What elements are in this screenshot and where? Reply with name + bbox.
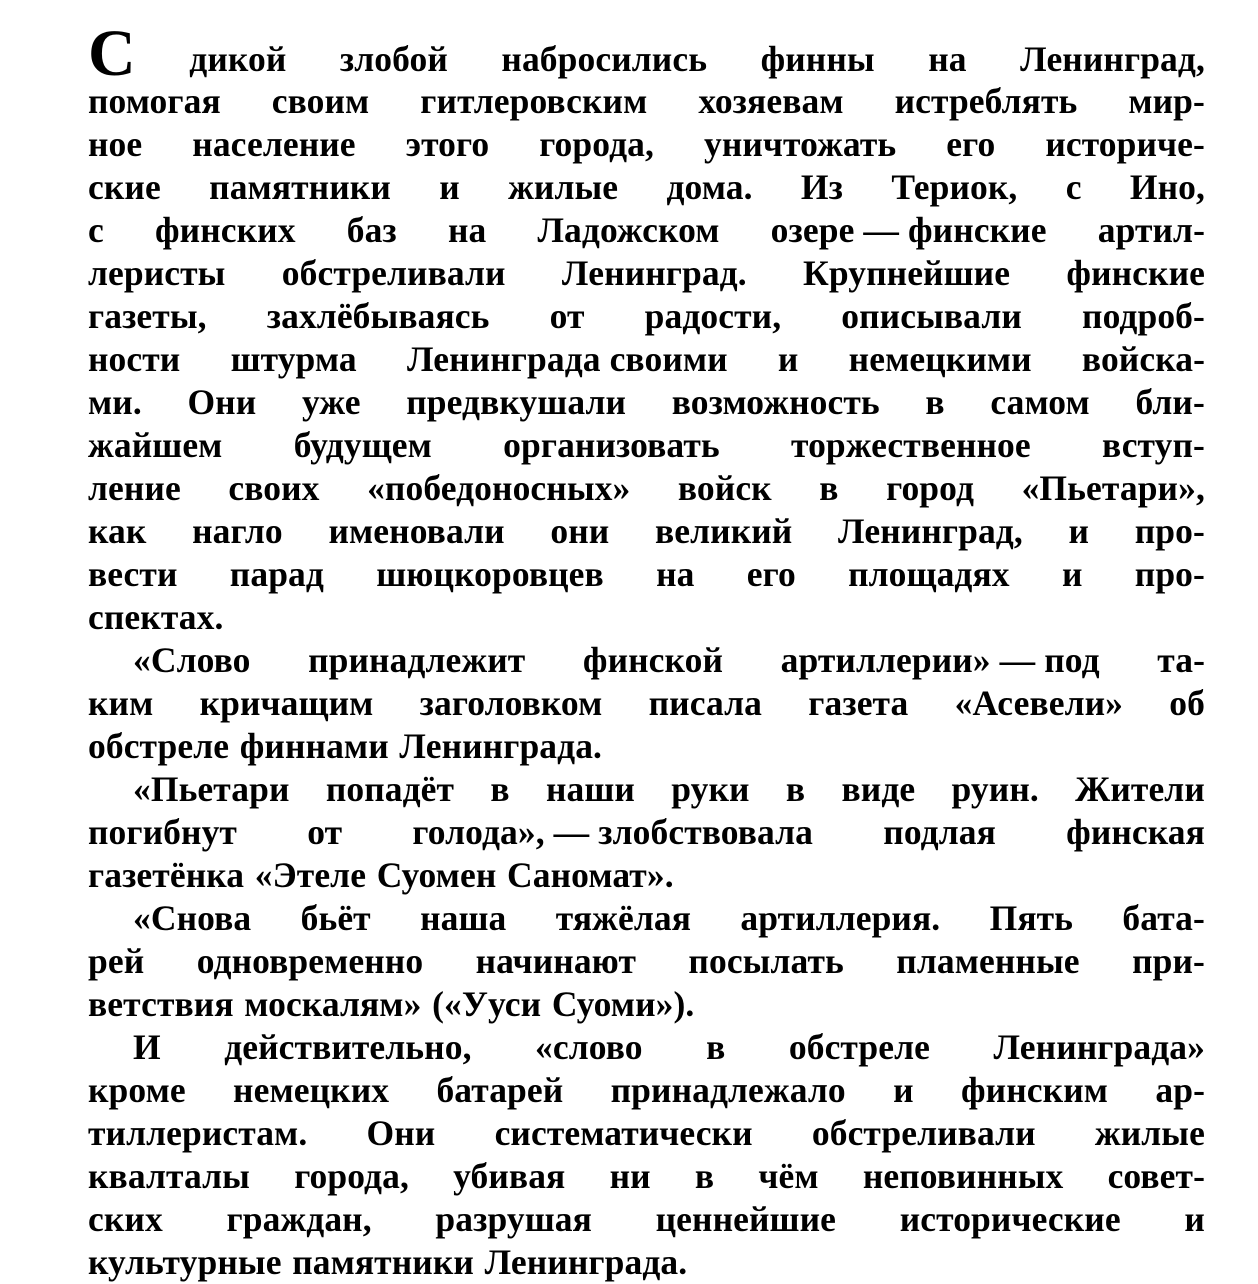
word: батарей — [436, 1070, 564, 1110]
word: ми. — [88, 382, 142, 422]
word: ветствия — [88, 984, 234, 1024]
word: жилые — [1094, 1113, 1205, 1153]
word: граждан, — [226, 1199, 372, 1239]
text-line — [88, 768, 1205, 811]
word: памятники — [292, 1242, 474, 1282]
word: баз — [346, 210, 397, 250]
word: виде — [841, 769, 916, 809]
word: нагло — [192, 511, 283, 551]
word: предвкушали — [406, 382, 627, 422]
word: обстреле — [88, 726, 230, 766]
word: наши — [545, 769, 635, 809]
word: тяжёлая — [555, 898, 692, 938]
paragraph — [88, 639, 1205, 768]
word: заголовком — [419, 683, 603, 723]
word: и — [777, 339, 799, 379]
text-line — [88, 1198, 1205, 1241]
word: газета — [808, 683, 909, 723]
text-line — [88, 510, 1205, 553]
word: наша — [420, 898, 507, 938]
word: совет- — [1107, 1156, 1205, 1196]
text-column — [88, 18, 1205, 1284]
word: бли- — [1135, 382, 1205, 422]
paragraph — [88, 768, 1205, 897]
word: своим — [271, 81, 370, 121]
word: убивая — [453, 1156, 566, 1196]
word: попадёт — [325, 769, 455, 809]
word: ар- — [1155, 1070, 1205, 1110]
word: хозяевам — [698, 81, 844, 121]
word: руин. — [951, 769, 1039, 809]
word: Суомен — [376, 855, 497, 895]
word: на — [928, 39, 967, 79]
word: («Ууси — [432, 984, 542, 1024]
word: принадлежит — [308, 640, 526, 680]
word: Ленинграда. — [399, 726, 603, 766]
text-line — [88, 1069, 1205, 1112]
word: в — [706, 1027, 726, 1067]
text-line — [88, 983, 1205, 1026]
word: его — [746, 554, 796, 594]
word: об — [1169, 683, 1205, 723]
word: помогая — [88, 81, 221, 121]
word: кроме — [88, 1070, 186, 1110]
word: дикой — [189, 39, 287, 79]
word: подлая — [883, 812, 996, 852]
word: москалям» — [244, 984, 422, 1024]
word: его — [946, 124, 996, 164]
word: вступ- — [1102, 425, 1205, 465]
drop-cap: С — [88, 18, 136, 80]
word: артил- — [1097, 210, 1205, 250]
word: озере — финские — [770, 210, 1047, 250]
word: истреблять — [894, 81, 1078, 121]
word: они — [550, 511, 610, 551]
word: штурма — [230, 339, 357, 379]
word: радости, — [644, 296, 782, 336]
word: ценнейшие — [655, 1199, 837, 1239]
word: города, — [294, 1156, 409, 1196]
word: неповинных — [862, 1156, 1064, 1196]
paragraph — [88, 18, 1205, 639]
word: финнами — [239, 726, 389, 766]
word: в — [785, 769, 806, 809]
text-line — [88, 897, 1205, 940]
word: писала — [648, 683, 763, 723]
word: как — [88, 511, 147, 551]
word: действительно, — [224, 1027, 472, 1067]
word: возможность — [671, 382, 880, 422]
paragraph — [88, 897, 1205, 1026]
word: подроб- — [1082, 296, 1205, 336]
word: кричащим — [199, 683, 374, 723]
word: город — [886, 468, 975, 508]
word: про- — [1134, 511, 1205, 551]
word: начинают — [475, 941, 636, 981]
text-line — [88, 725, 1205, 768]
word: набросились — [501, 39, 708, 79]
word: артиллерии» — под — [780, 640, 1100, 680]
word: ские — [88, 167, 161, 207]
word: жилые — [508, 167, 619, 207]
word: Ладожском — [537, 210, 720, 250]
word: Териок, — [891, 167, 1018, 207]
word: финских — [155, 210, 296, 250]
word: в — [819, 468, 839, 508]
text-line — [88, 682, 1205, 725]
word: и — [439, 167, 460, 207]
word: памятники — [209, 167, 391, 207]
text-line — [88, 1155, 1205, 1198]
word: Из — [800, 167, 843, 207]
word: Пять — [989, 898, 1074, 938]
word: захлёбываясь — [266, 296, 490, 336]
word: Ленинград, — [1020, 39, 1205, 79]
word: бата- — [1122, 898, 1205, 938]
word: уничтожать — [703, 124, 897, 164]
word: на — [656, 554, 695, 594]
word: самом — [990, 382, 1090, 422]
word: «Этеле — [254, 855, 367, 895]
word: «Слово — [133, 640, 251, 680]
word: руки — [671, 769, 750, 809]
word: Саномат». — [507, 855, 674, 895]
word: мир- — [1128, 81, 1205, 121]
word: жайшем — [88, 425, 223, 465]
word: квалталы — [88, 1156, 250, 1196]
word: спектах. — [88, 597, 224, 637]
word: описывали — [841, 296, 1022, 336]
word: обстреле — [788, 1027, 930, 1067]
word: при- — [1132, 941, 1205, 981]
word: систематически — [494, 1113, 753, 1153]
word: погибнут — [88, 812, 237, 852]
word: в — [925, 382, 945, 422]
word: исторические — [899, 1199, 1121, 1239]
word: от — [307, 812, 343, 852]
word: с — [88, 210, 104, 250]
text-line — [88, 338, 1205, 381]
word: разрушая — [435, 1199, 592, 1239]
word: финской — [582, 640, 724, 680]
word: «Снова — [133, 898, 252, 938]
word: города, — [539, 124, 654, 164]
word: финны — [760, 39, 875, 79]
word: Они — [366, 1113, 436, 1153]
text-line — [88, 467, 1205, 510]
word: уже — [301, 382, 361, 422]
word: «Пьетари — [133, 769, 290, 809]
text-line — [88, 381, 1205, 424]
word: Ленинграда» — [993, 1027, 1205, 1067]
word: чём — [758, 1156, 819, 1196]
word: про- — [1134, 554, 1205, 594]
word: Крупнейшие — [803, 253, 1011, 293]
word: гитлеровским — [420, 81, 648, 121]
word: в — [490, 769, 510, 809]
word: именовали — [328, 511, 505, 551]
text-line — [88, 1241, 1205, 1284]
text-line — [88, 80, 1205, 123]
word: от — [549, 296, 585, 336]
word: «Асевели» — [954, 683, 1124, 723]
word: будущем — [293, 425, 432, 465]
text-line — [88, 209, 1205, 252]
text-line — [88, 639, 1205, 682]
word: та- — [1157, 640, 1205, 680]
word: «победоносных» — [367, 468, 631, 508]
word: артиллерия. — [740, 898, 941, 938]
word: принадлежало — [610, 1070, 846, 1110]
word: обстреливали — [811, 1113, 1036, 1153]
word: войска- — [1081, 339, 1205, 379]
word: Ленинград, — [838, 511, 1023, 551]
word: дома. — [666, 167, 753, 207]
text-line — [88, 18, 1205, 80]
word: войск — [677, 468, 772, 508]
word: и — [1068, 511, 1090, 551]
word: обстреливали — [281, 253, 506, 293]
text-line — [88, 1026, 1205, 1069]
word: «слово — [535, 1027, 643, 1067]
word: злобой — [339, 39, 448, 79]
word: одновременно — [196, 941, 424, 981]
word: бьёт — [300, 898, 371, 938]
word: ное — [88, 124, 143, 164]
word: ни — [609, 1156, 651, 1196]
text-line — [88, 166, 1205, 209]
word: и — [1184, 1199, 1205, 1239]
word: Ленинград. — [561, 253, 747, 293]
word: историче- — [1045, 124, 1205, 164]
word: Ино, — [1129, 167, 1205, 207]
word: Они — [187, 382, 257, 422]
word: леристы — [88, 253, 226, 293]
word: Суоми»). — [551, 984, 695, 1024]
word: в — [694, 1156, 715, 1196]
word: культурные — [88, 1242, 282, 1282]
word: ление — [88, 468, 181, 508]
text-line — [88, 553, 1205, 596]
word: «Пьетари», — [1021, 468, 1205, 508]
word: торжественное — [791, 425, 1031, 465]
paragraph — [88, 1026, 1205, 1284]
word: великий — [655, 511, 793, 551]
word: ности — [88, 339, 181, 379]
text-line — [88, 252, 1205, 295]
word: с — [1065, 167, 1082, 207]
word: шюцкоровцев — [376, 554, 604, 594]
word: население — [192, 124, 356, 164]
word: ким — [88, 683, 154, 723]
word: парад — [229, 554, 324, 594]
word: организовать — [503, 425, 720, 465]
word: посылать — [688, 941, 844, 981]
word: немецких — [233, 1070, 390, 1110]
word: голода», — злобствовала — [412, 812, 814, 852]
text-line — [88, 854, 1205, 897]
word: газетёнка — [88, 855, 245, 895]
word: этого — [405, 124, 490, 164]
word: Ленинграда своими — [406, 339, 728, 379]
text-line — [88, 596, 1205, 639]
word: финские — [1066, 253, 1205, 293]
word: Жители — [1075, 769, 1205, 809]
word: пламенные — [896, 941, 1080, 981]
word: рей — [88, 941, 145, 981]
word: площадях — [848, 554, 1010, 594]
text-line — [88, 811, 1205, 854]
word: Ленинграда. — [484, 1242, 688, 1282]
word: своих — [228, 468, 320, 508]
text-line — [88, 1112, 1205, 1155]
word: ских — [88, 1199, 163, 1239]
word: газеты, — [88, 296, 207, 336]
word: тиллеристам. — [88, 1113, 308, 1153]
text-line — [88, 295, 1205, 338]
word: и — [1061, 554, 1083, 594]
word: финским — [961, 1070, 1109, 1110]
word: на — [447, 210, 487, 250]
word: немецкими — [848, 339, 1032, 379]
word: вести — [88, 554, 178, 594]
text-line — [88, 123, 1205, 166]
word: И — [133, 1027, 161, 1067]
text-line — [88, 424, 1205, 467]
text-line — [88, 940, 1205, 983]
word: финская — [1066, 812, 1205, 852]
word: и — [893, 1070, 914, 1110]
